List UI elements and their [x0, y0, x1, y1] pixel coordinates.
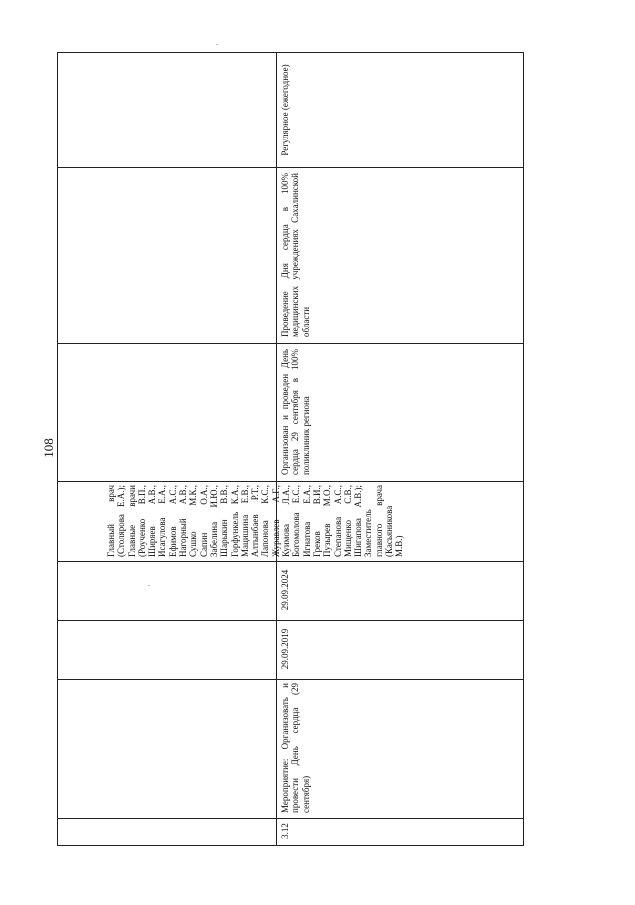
event-text: Мероприятие: Организовать и провести День сердца (29 сентября)	[280, 683, 311, 813]
scan-artifact	[148, 585, 150, 586]
responsible-cell	[106, 481, 405, 561]
responsible-text: Главный врач (Столярова Е.А.); Главные врачи (Роученко В.П., Ширяев А.В., Исагулова Е.А., Ефимов А.С., Нагорный А.В., Сушко М.К., Сапин О.А., Забелина И.Ю., Шарыкин В.В., Горфункель К.А., Мацишина Е.В., Алтынбаев Р.Т., Лапонова К.С., Журавлев А.Г., Куимова Л.А., Богомолова Е.С., Игнатова Е.А., Греков В.И., Пузырев М.О., Степанова А.С., Мищенко С.В., Шигапова А.В.); Заместитель главного врача (Касьяникова М.В.)	[106, 485, 405, 557]
indicator-cell	[280, 167, 320, 343]
periodicity-text: Регулярное (ежегодное)	[280, 64, 290, 156]
plan-table	[57, 52, 524, 846]
row-number-text: 3.12	[280, 823, 290, 839]
periodicity-cell	[280, 53, 294, 167]
row-number-cell	[280, 818, 294, 846]
page-number: 108	[41, 438, 56, 458]
row-divider	[276, 53, 277, 845]
end-date-text: 29.09.2024	[280, 569, 290, 611]
result-cell	[280, 343, 320, 481]
event-cell	[280, 679, 320, 818]
indicator-text: Проведение Дня сердца в 100% медицинских учреждениях Сахалинской области	[280, 173, 311, 337]
start-date-cell	[280, 620, 294, 679]
end-date-cell	[280, 561, 294, 620]
scan-artifact	[216, 44, 218, 45]
start-date-text: 29.09.2019	[280, 628, 290, 670]
result-text: Организован и проведен День сердца 29 сентября в 100% поликлиник региона	[280, 349, 311, 475]
